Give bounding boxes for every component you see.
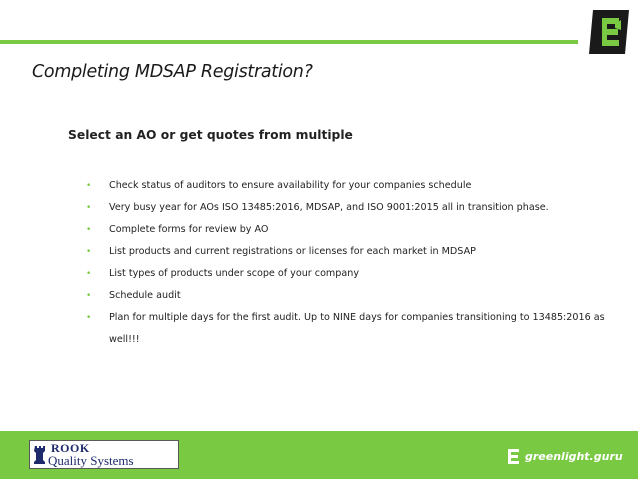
slide-title: Completing MDSAP Registration? xyxy=(32,62,313,82)
list-item: • Schedule audit xyxy=(86,285,606,307)
list-item: • List types of products under scope of your company xyxy=(86,263,606,285)
bullet-icon: • xyxy=(86,225,92,235)
top-accent-rule xyxy=(0,40,578,44)
list-item: • Plan for multiple days for the first audit. Up to NINE days for companies transitioning to 13485:2016 as well!!! xyxy=(86,307,606,351)
bullet-icon: • xyxy=(86,247,92,257)
bullet-icon: • xyxy=(86,269,92,279)
rook-quality-systems-logo xyxy=(29,440,179,469)
greenlight-guru-footer-logo xyxy=(506,446,623,466)
brand-name: greenlight.guru xyxy=(525,449,623,463)
rook-wordmark: ROOK xyxy=(51,441,90,455)
slide-subtitle: Select an AO or get quotes from multiple xyxy=(68,128,353,142)
bullet-icon: • xyxy=(86,313,92,323)
rook-chess-icon xyxy=(33,444,46,465)
rook-tagline: Quality Systems xyxy=(48,453,134,468)
greenlight-guru-logo-icon xyxy=(506,447,521,466)
bullet-icon: • xyxy=(86,203,92,213)
list-item: • Complete forms for review by AO xyxy=(86,219,606,241)
list-item: • Very busy year for AOs ISO 13485:2016, MDSAP, and ISO 9001:2015 all in transition phase. xyxy=(86,197,606,219)
greenlight-guru-logo-icon xyxy=(585,6,632,58)
list-item: • List products and current registrations or licenses for each market in MDSAP xyxy=(86,241,606,263)
bullet-icon: • xyxy=(86,291,92,301)
list-item: • Check status of auditors to ensure availability for your companies schedule xyxy=(86,175,606,197)
bullet-icon: • xyxy=(86,181,92,191)
bullet-list xyxy=(86,175,606,351)
